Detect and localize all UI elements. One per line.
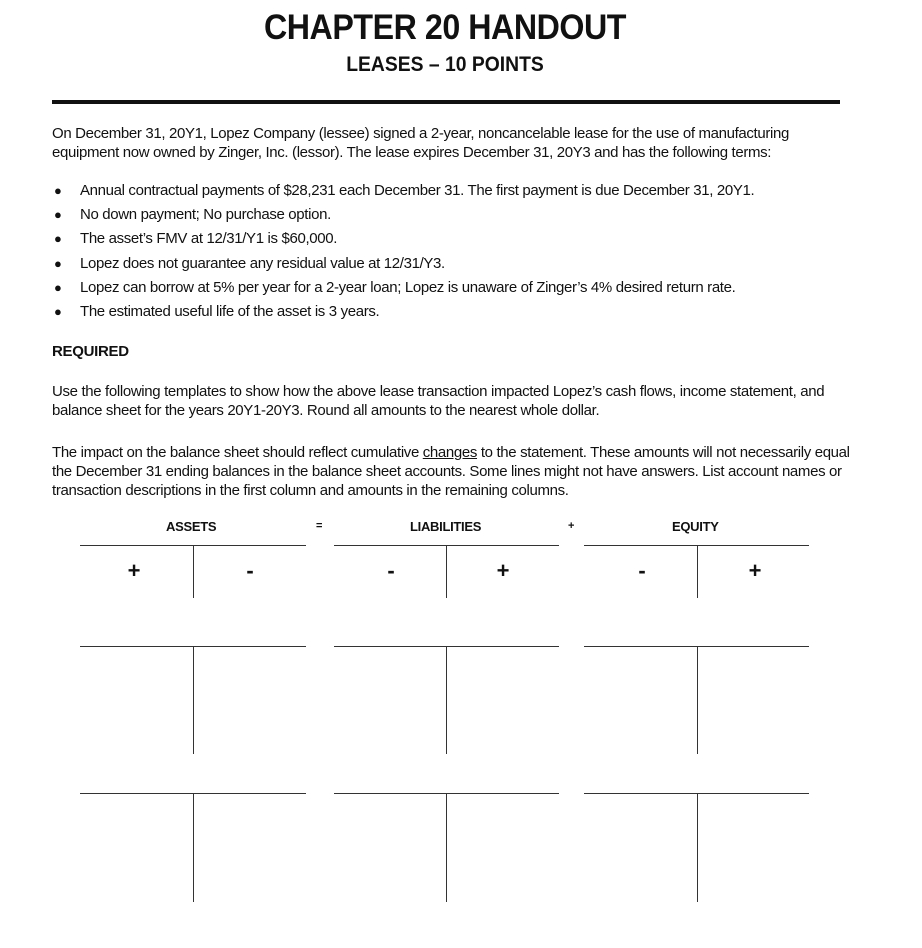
handout-subtitle: LEASES – 10 POINTS [346, 53, 544, 76]
assets-t-account-row-3-divider [193, 794, 194, 902]
required-instruction: Use the following templates to show how the above lease transaction impacted Lopez’s cash flows, income statement, and balance sheet for the years 20Y1-20Y3. Round all amounts to the nearest whole dollar. [52, 383, 825, 419]
term-text: The estimated useful life of the asset is 3 years. [80, 302, 380, 320]
bullet-icon: ● [54, 183, 62, 198]
equity-decrease-label: - [638, 558, 646, 583]
term-text: Lopez does not guarantee any residual value at 12/31/Y3. [80, 254, 445, 272]
list-item [52, 181, 852, 205]
liabilities-t-account-row-3-divider [446, 794, 447, 902]
liabilities-header: LIABILITIES [410, 519, 482, 534]
required-heading: REQUIRED [52, 343, 129, 360]
list-item [52, 302, 852, 326]
liabilities-decrease-label: - [387, 558, 395, 583]
assets-increase-label: + [127, 558, 141, 583]
handout-title: CHAPTER 20 HANDOUT [263, 8, 627, 47]
bullet-icon: ● [54, 303, 62, 319]
term-text: No down payment; No purchase option. [80, 206, 331, 224]
equity-t-account-divider [697, 546, 698, 598]
list-item [52, 254, 852, 278]
balance-sheet-note [52, 443, 852, 500]
equity-header: EQUITY [672, 519, 719, 534]
liabilities-t-account-divider [446, 546, 447, 598]
equity-t-account-row-2-divider [697, 647, 698, 754]
assets-t-account-divider [193, 546, 194, 598]
term-text: Annual contractual payments of $28,231 each December 31. The first payment is due December 31, 20Y1. [80, 182, 755, 199]
plus-sign: + [568, 520, 575, 532]
term-text: Lopez can borrow at 5% per year for a 2-year loan; Lopez is unaware of Zinger’s 4% desired return rate. [80, 278, 736, 296]
list-item [52, 278, 852, 302]
assets-t-account-row-2-divider [193, 647, 194, 754]
assets-decrease-label: - [246, 558, 254, 583]
note-underlined-word: changes [422, 444, 478, 461]
bullet-icon: ● [54, 255, 62, 271]
note-text: The impact on the balance sheet should reflect cumulative [52, 444, 423, 461]
liabilities-t-account-row-2-divider [446, 647, 447, 754]
list-item [52, 205, 852, 229]
note-text: to the statement. These amounts will not necessarily equal the December 31 ending balances in the balance sheet accounts. Some lines might not have answers. List account names or transaction descriptions in the first column and amounts in the remaining columns. [52, 444, 850, 499]
equals-sign: = [316, 520, 323, 532]
liabilities-increase-label: + [496, 558, 510, 583]
header-divider [52, 100, 840, 104]
bullet-icon: ● [54, 231, 62, 247]
assets-header: ASSETS [166, 519, 217, 534]
bullet-icon: ● [54, 279, 62, 295]
term-text: The asset’s FMV at 12/31/Y1 is $60,000. [80, 230, 338, 248]
equity-increase-label: + [748, 558, 762, 583]
list-item [52, 229, 852, 253]
intro-paragraph: On December 31, 20Y1, Lopez Company (lessee) signed a 2-year, noncancelable lease for the use of manufacturing equipment now owned by Zinger, Inc. (lessor). The lease expires December 31, 20Y3 and has the following terms: [52, 125, 789, 161]
bullet-icon: ● [54, 207, 62, 223]
equity-t-account-row-3-divider [697, 794, 698, 902]
lease-terms-list [52, 181, 852, 326]
